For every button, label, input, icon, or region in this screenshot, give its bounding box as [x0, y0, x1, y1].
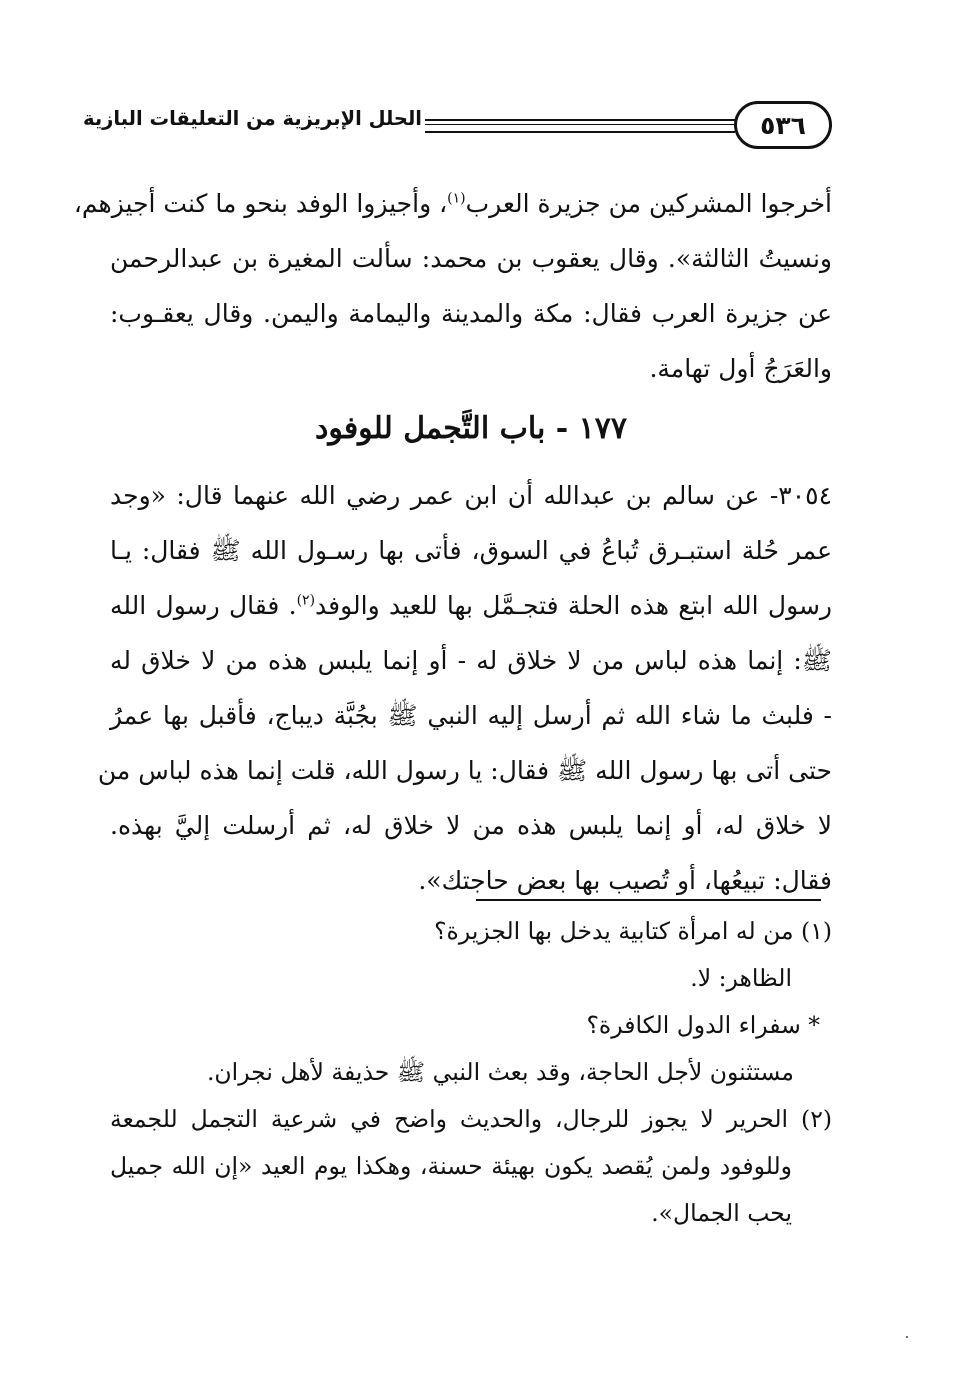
hadith-paragraph: [97, 468, 833, 908]
footnote-line: الظاهر: لا.: [690, 964, 792, 992]
footnote-line: وللوفود ولمن يُقصد يكون بهيئة حسنة، وهكذا يوم العيد «إن الله جميل: [110, 1152, 792, 1180]
intro-paragraph: [73, 176, 832, 396]
text-line: عن جزيرة العرب فقال: مكة والمدينة واليمامة واليمن. وقال يعقـوب:: [110, 299, 832, 328]
text-line: ﷺ: إنما هذه لباس من لا خلاق له - أو إنما يلبس هذه من لا خلاق له: [110, 646, 832, 675]
footnote-ref-2[interactable]: (٢): [296, 592, 316, 609]
page-header: [83, 101, 832, 153]
footnote-line: (١) من له امرأة كتابية يدخل بها الجزيرة؟: [434, 917, 832, 945]
footnote-separator: [476, 899, 821, 901]
footnote-line: يحب الجمال».: [651, 1199, 792, 1227]
footnotes: [110, 908, 832, 1237]
text-line: والعَرَجُ أول تهامة.: [649, 354, 832, 383]
footnote-line: مستثنون لأجل الحاجة، وقد بعث النبي ﷺ حذيفة لأهل نجران.: [206, 1058, 794, 1086]
footnote-ref-1[interactable]: (١): [447, 190, 466, 207]
page-number-text: ٥٣٦: [760, 110, 806, 140]
text-line: لا خلاق له، أو إنما يلبس هذه من لا خلاق له، ثم أرسلت إليَّ بهذه.: [110, 811, 832, 840]
text-line: عمر حُلة استبـرق تُباعُ في السوق، فأتى بها رسـول الله ﷺ فقال: يـا: [110, 536, 832, 565]
text-line: ٣٠٥٤- عن سالم بن عبدالله أن ابن عمر رضي الله عنهما قال: «وجد: [110, 481, 832, 510]
book-title: الحلل الإبريزية من التعليقات البازية: [83, 107, 422, 130]
text-line: أخرجوا المشركين من جزيرة العرب$^{(١)}$، وأجيزوا الوفد بنحو ما كنت أجيزهم،: [73, 189, 832, 218]
chapter-title: ١٧٧ - باب التَّجمل للوفود: [314, 411, 628, 446]
page-number: [734, 101, 832, 149]
text-line: رسول الله ابتع هذه الحلة فتجـمَّل بها للعيد والوفد$^{(٢)}$. فقال رسول الله: [110, 591, 833, 620]
text-line: فقال: تبيعُها، أو تُصيب بها بعض حاجتك».: [418, 866, 832, 895]
footnote-line: * سفراء الدول الكافرة؟: [586, 1011, 820, 1039]
text-line: - فلبث ما شاء الله ثم أرسل إليه النبي ﷺ بجُبَّة ديباج، فأقبل بها عمرُ: [110, 701, 832, 730]
text-line: ونسيتُ الثالثة». وقال يعقوب بن محمد: سألت المغيرة بن عبدالرحمن: [110, 244, 832, 273]
scan-speck: [906, 1336, 908, 1338]
footnote-line: (٢) الحرير لا يجوز للرجال، والحديث واضح في شرعية التجمل للجمعة: [110, 1105, 832, 1133]
text-line: حتى أتى بها رسول الله ﷺ فقال: يا رسول الله، قلت إنما هذه لباس من: [97, 756, 832, 785]
header-rule: [425, 119, 735, 133]
